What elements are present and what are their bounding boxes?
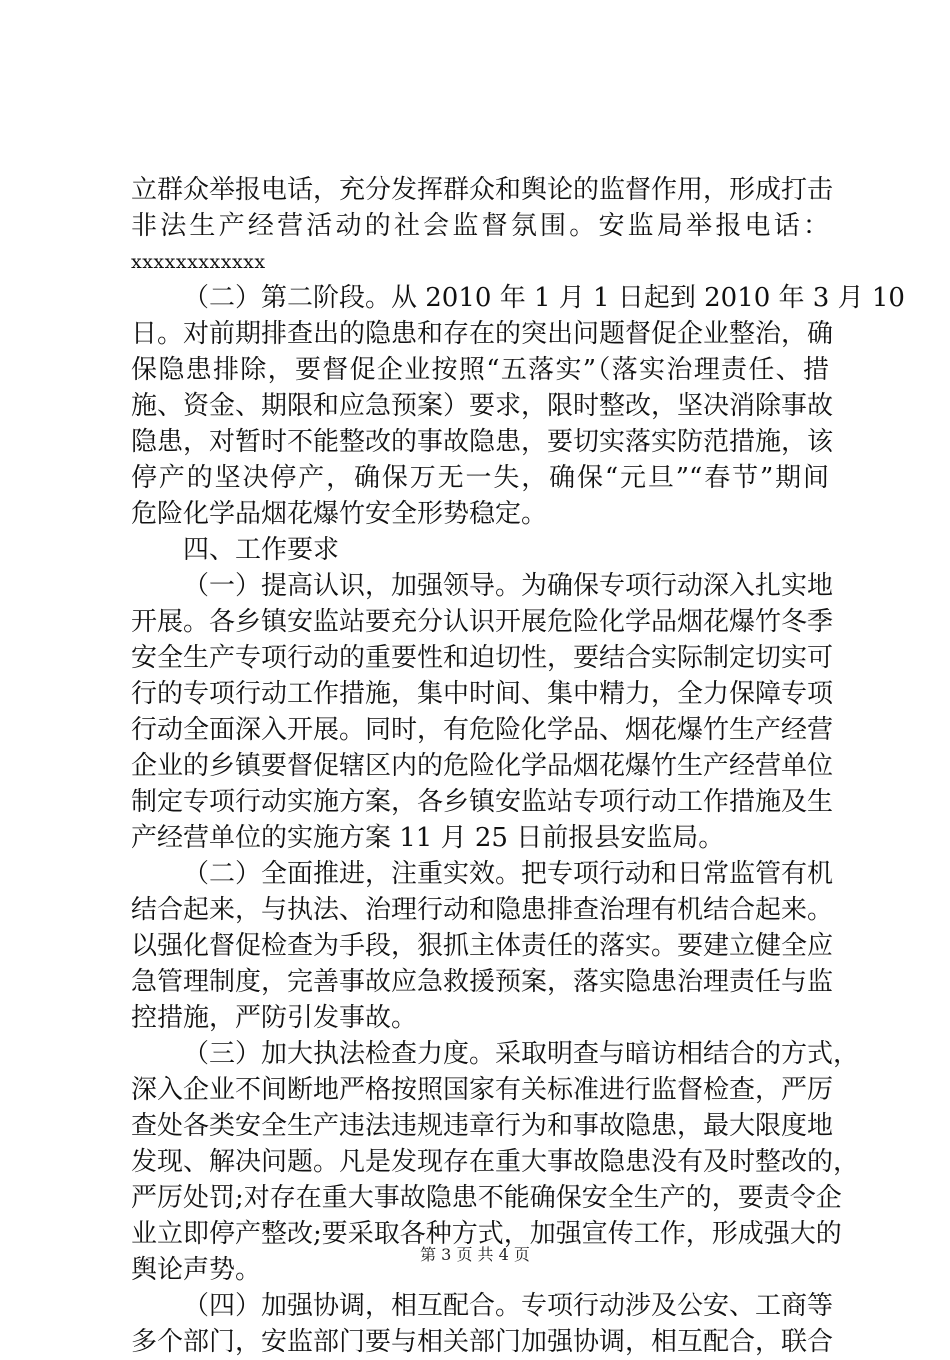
text-line: 急管理制度，完善事故应急救援预案，落实隐患治理责任与监 xyxy=(131,967,834,997)
text-line: 保隐患排除，要督促企业按照“五落实”（落实治理责任、措 xyxy=(131,355,829,385)
text-line: 深入企业不间断地严格按照国家有关标准进行监督检查，严厉 xyxy=(131,1075,834,1105)
text-line: 日。对前期排查出的隐患和存在的突出问题督促企业整治，确 xyxy=(131,319,834,349)
text-line: 立群众举报电话，充分发挥群众和舆论的监督作用，形成打击 xyxy=(131,175,834,205)
text-line: 行的专项行动工作措施，集中时间、集中精力，全力保障专项 xyxy=(131,679,834,709)
text-line: 发现、解决问题。凡是发现存在重大事故隐患没有及时整改的， xyxy=(131,1147,860,1177)
text-line: 查处各类安全生产违法违规违章行为和事故隐患，最大限度地 xyxy=(131,1111,834,1141)
text-line: 控措施，严防引发事故。 xyxy=(131,1003,418,1033)
text-line: 企业的乡镇要督促辖区内的危险化学品烟花爆竹生产经营单位 xyxy=(131,751,834,781)
text-line: 安全生产专项行动的重要性和迫切性，要结合实际制定切实可 xyxy=(131,643,834,673)
text-line: 舆论声势。 xyxy=(131,1255,262,1285)
text-line: （四）加强协调，相互配合。专项行动涉及公安、工商等 xyxy=(183,1291,834,1321)
text-line: （三）加大执法检查力度。采取明查与暗访相结合的方式， xyxy=(183,1039,860,1069)
text-line: 危险化学品烟花爆竹安全形势稳定。 xyxy=(131,499,548,529)
text-line: 隐患，对暂时不能整改的事故隐患，要切实落实防范措施，该 xyxy=(131,427,834,457)
document-body xyxy=(131,172,905,1360)
text-line: 严厉处罚;对存在重大事故隐患不能确保安全生产的，要责令企 xyxy=(131,1183,842,1213)
text-line: （一）提高认识，加强领导。为确保专项行动深入扎实地 xyxy=(183,571,834,601)
text-line: xxxxxxxxxxxx xyxy=(131,251,266,273)
text-line: 施、资金、期限和应急预案）要求，限时整改，坚决消除事故 xyxy=(131,391,834,421)
text-line: 产经营单位的实施方案 11 月 25 日前报县安监局。 xyxy=(131,823,725,853)
text-line: 结合起来，与执法、治理行动和隐患排查治理有机结合起来。 xyxy=(131,895,834,925)
text-line: 行动全面深入开展。同时，有危险化学品、烟花爆竹生产经营 xyxy=(131,715,834,745)
text-line: 制定专项行动实施方案，各乡镇安监站专项行动工作措施及生 xyxy=(131,787,834,817)
text-line: 业立即停产整改;要采取各种方式，加强宣传工作，形成强大的 xyxy=(131,1219,842,1249)
text-line: 停产的坚决停产，确保万无一失，确保“元旦”“春节”期间 xyxy=(131,463,829,493)
text-line: 开展。各乡镇安监站要充分认识开展危险化学品烟花爆竹冬季 xyxy=(131,607,834,637)
text-line: 多个部门，安监部门要与相关部门加强协调，相互配合，联合 xyxy=(131,1327,834,1357)
text-line: 四、工作要求 xyxy=(183,535,340,565)
text-line: 以强化督促检查为手段，狠抓主体责任的落实。要建立健全应 xyxy=(131,931,834,961)
page-footer: 第 3 页 共 4 页 xyxy=(420,1245,530,1264)
text-line: （二）全面推进，注重实效。把专项行动和日常监管有机 xyxy=(183,859,834,889)
text-line: （二）第二阶段。从 2010 年 1 月 1 日起到 2010 年 3 月 10 xyxy=(183,283,905,313)
text-line: 非法生产经营活动的社会监督氛围。安监局举报电话： xyxy=(131,211,829,241)
